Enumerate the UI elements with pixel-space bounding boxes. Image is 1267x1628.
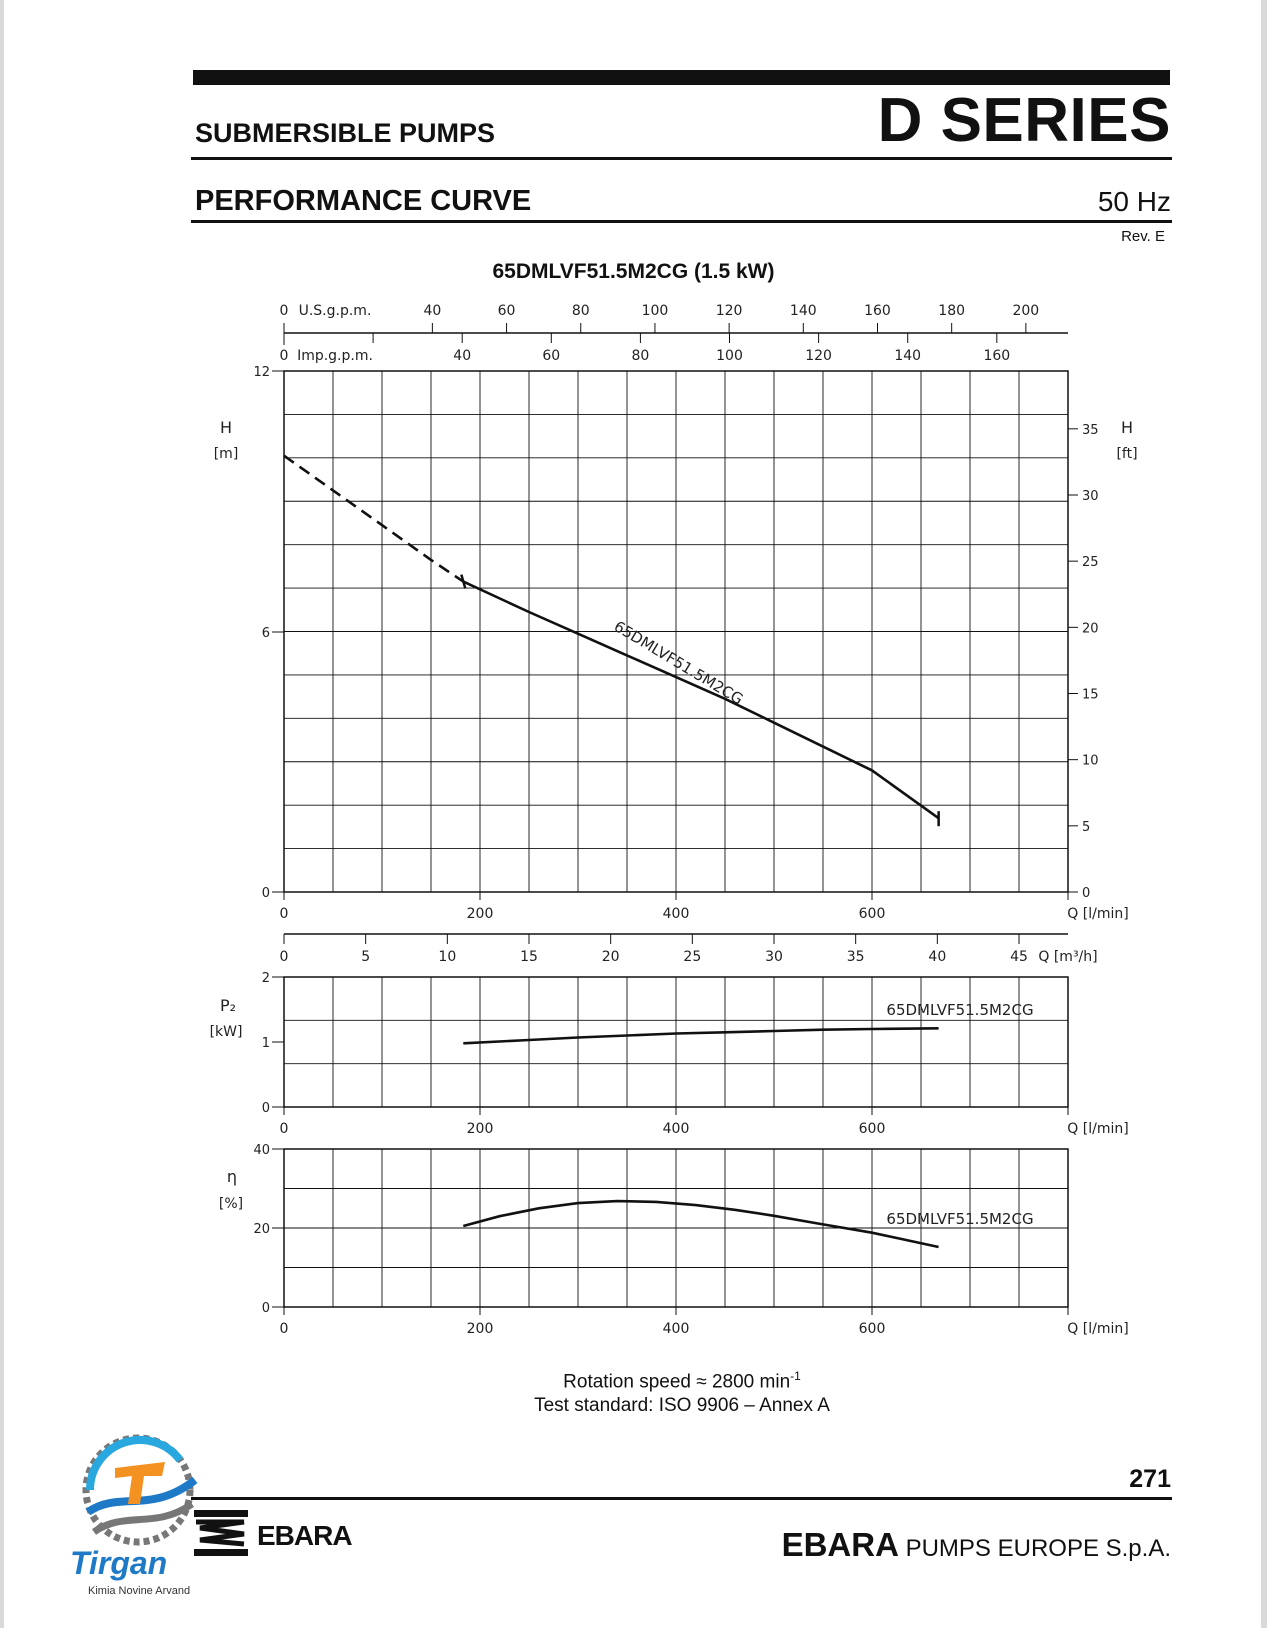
m3h-tick-label: 0 <box>279 949 289 965</box>
impgpm-tick-label: 80 <box>631 348 650 364</box>
head-ftick-label: 30 <box>1082 488 1099 504</box>
section-rule <box>191 220 1172 223</box>
impgpm-label: Imp.g.p.m. <box>297 348 373 364</box>
head-ylabel: H <box>219 418 233 437</box>
head-yunit-right: [ft] <box>1116 446 1138 462</box>
ebara-logo-icon <box>194 1510 250 1556</box>
head-ytick-label: 6 <box>261 626 270 641</box>
power-xtick-label: 0 <box>279 1121 289 1137</box>
m3h-tick-label: 40 <box>928 949 947 965</box>
power-ytick-label: 1 <box>261 1036 270 1051</box>
head-ftick-label: 35 <box>1082 422 1099 438</box>
usgpm-tick-label: 0 <box>279 303 289 319</box>
impgpm-tick-label: 40 <box>453 348 472 364</box>
head-curve-solid <box>463 582 938 819</box>
m3h-tick-label: 15 <box>520 949 538 965</box>
m3h-tick-label: 25 <box>683 949 702 965</box>
usgpm-tick-label: 120 <box>715 303 743 319</box>
usgpm-tick-label: 160 <box>864 303 891 319</box>
tirgan-logo-icon <box>70 1420 200 1550</box>
efficiency-xtick-label: 200 <box>466 1321 494 1337</box>
page-number: 271 <box>1129 1465 1171 1493</box>
footer-rule <box>191 1497 1172 1500</box>
power-xtick-label: 200 <box>466 1121 494 1137</box>
usgpm-tick-label: 140 <box>789 303 817 319</box>
eff-ylabel: η <box>226 1167 238 1186</box>
head-ftick-label: 0 <box>1082 886 1091 901</box>
ebara-brand: EBARA <box>257 1520 352 1551</box>
category-title: SUBMERSIBLE PUMPS <box>195 118 496 148</box>
usgpm-tick-label: 40 <box>423 303 442 319</box>
company-name <box>782 1526 1171 1564</box>
eff-yunit: [%] <box>218 1196 244 1212</box>
test-standard-note: Test standard: ISO 9906 – Annex A <box>534 1395 830 1416</box>
impgpm-tick-label: 140 <box>894 348 922 364</box>
efficiency-xtick-label: 400 <box>662 1321 690 1337</box>
head-ylabel-right: H <box>1120 418 1134 437</box>
eff-series-label: 65DMLVF51.5M2CG <box>886 1210 1034 1228</box>
chart-title: 65DMLVF51.5M2CG (1.5 kW) <box>492 260 775 283</box>
head-xtick-label: 600 <box>858 906 886 922</box>
usgpm-label: U.S.g.p.m. <box>298 303 372 319</box>
company-rest: PUMPS EUROPE S.p.A. <box>898 1535 1171 1562</box>
head-ftick-label: 5 <box>1082 819 1091 835</box>
section-title: PERFORMANCE CURVE <box>195 185 532 217</box>
power-xlabel: Q [l/min] <box>1067 1121 1129 1137</box>
head-ytick-label: 0 <box>261 886 270 901</box>
series-title: D SERIES <box>877 86 1171 155</box>
impgpm-tick-label: 160 <box>983 348 1011 364</box>
power-xtick-label: 400 <box>662 1121 690 1137</box>
rotation-note <box>0 1369 1267 1393</box>
impgpm-tick-label: 100 <box>716 348 743 364</box>
frequency-label: 50 Hz <box>1097 186 1171 217</box>
head-ytick-label: 12 <box>253 365 270 380</box>
performance-chart <box>0 280 1267 1340</box>
header-rule <box>191 157 1172 160</box>
efficiency-xtick-label: 0 <box>279 1321 289 1337</box>
head-xtick-label: 400 <box>662 906 690 922</box>
power-ylabel: P₂ <box>219 996 237 1015</box>
head-ftick-label: 10 <box>1082 753 1099 769</box>
revision-label: Rev. E <box>1121 228 1165 245</box>
efficiency-ytick-label: 20 <box>253 1222 270 1237</box>
head-xtick-label: 0 <box>279 906 289 922</box>
m3h-tick-label: 30 <box>765 949 783 965</box>
efficiency-ytick-label: 0 <box>261 1301 270 1316</box>
header-bar <box>193 70 1170 85</box>
head-series-label: 65DMLVF51.5M2CG <box>610 617 747 709</box>
usgpm-tick-label: 80 <box>571 303 590 319</box>
impgpm-tick-label: 120 <box>805 348 832 364</box>
head-ftick-label: 25 <box>1082 555 1099 571</box>
company-bold: EBARA <box>781 1526 899 1563</box>
usgpm-tick-label: 100 <box>641 303 669 319</box>
usgpm-tick-label: 60 <box>497 303 516 319</box>
rotation-text: Rotation speed ≈ 2800 min <box>563 1371 791 1393</box>
impgpm-tick-label: 60 <box>542 348 561 364</box>
head-curve-dashed <box>284 456 463 582</box>
efficiency-xtick-label: 600 <box>858 1321 886 1337</box>
power-xtick-label: 600 <box>858 1121 886 1137</box>
head-ftick-label: 20 <box>1082 621 1099 637</box>
m3h-tick-label: 10 <box>438 949 457 965</box>
power-ytick-label: 0 <box>261 1101 270 1116</box>
efficiency-ytick-label: 40 <box>253 1143 270 1158</box>
tirgan-tagline: Kimia Novine Arvand <box>88 1585 191 1597</box>
tirgan-brand: Tirgan <box>70 1545 168 1581</box>
power-series-label: 65DMLVF51.5M2CG <box>886 1001 1034 1019</box>
rotation-exponent: -1 <box>790 1369 801 1383</box>
efficiency-xlabel: Q [l/min] <box>1067 1321 1129 1337</box>
m3h-tick-label: 35 <box>846 949 865 965</box>
m3h-tick-label: 45 <box>1010 949 1028 965</box>
power-ytick-label: 2 <box>261 971 270 986</box>
power-curve-solid <box>463 1028 938 1043</box>
usgpm-tick-label: 200 <box>1012 303 1040 319</box>
head-xtick-label: 200 <box>466 906 494 922</box>
impgpm-tick-label: 0 <box>279 348 289 364</box>
m3h-tick-label: 5 <box>361 949 371 965</box>
usgpm-tick-label: 180 <box>938 303 966 319</box>
head-yunit: [m] <box>213 446 239 462</box>
head-ftick-label: 15 <box>1082 687 1099 703</box>
efficiency-curve-solid <box>463 1201 938 1247</box>
m3h-tick-label: 20 <box>601 949 620 965</box>
m3h-label: Q [m³/h] <box>1038 949 1098 965</box>
head-xlabel: Q [l/min] <box>1067 906 1129 922</box>
power-yunit: [kW] <box>209 1024 243 1040</box>
